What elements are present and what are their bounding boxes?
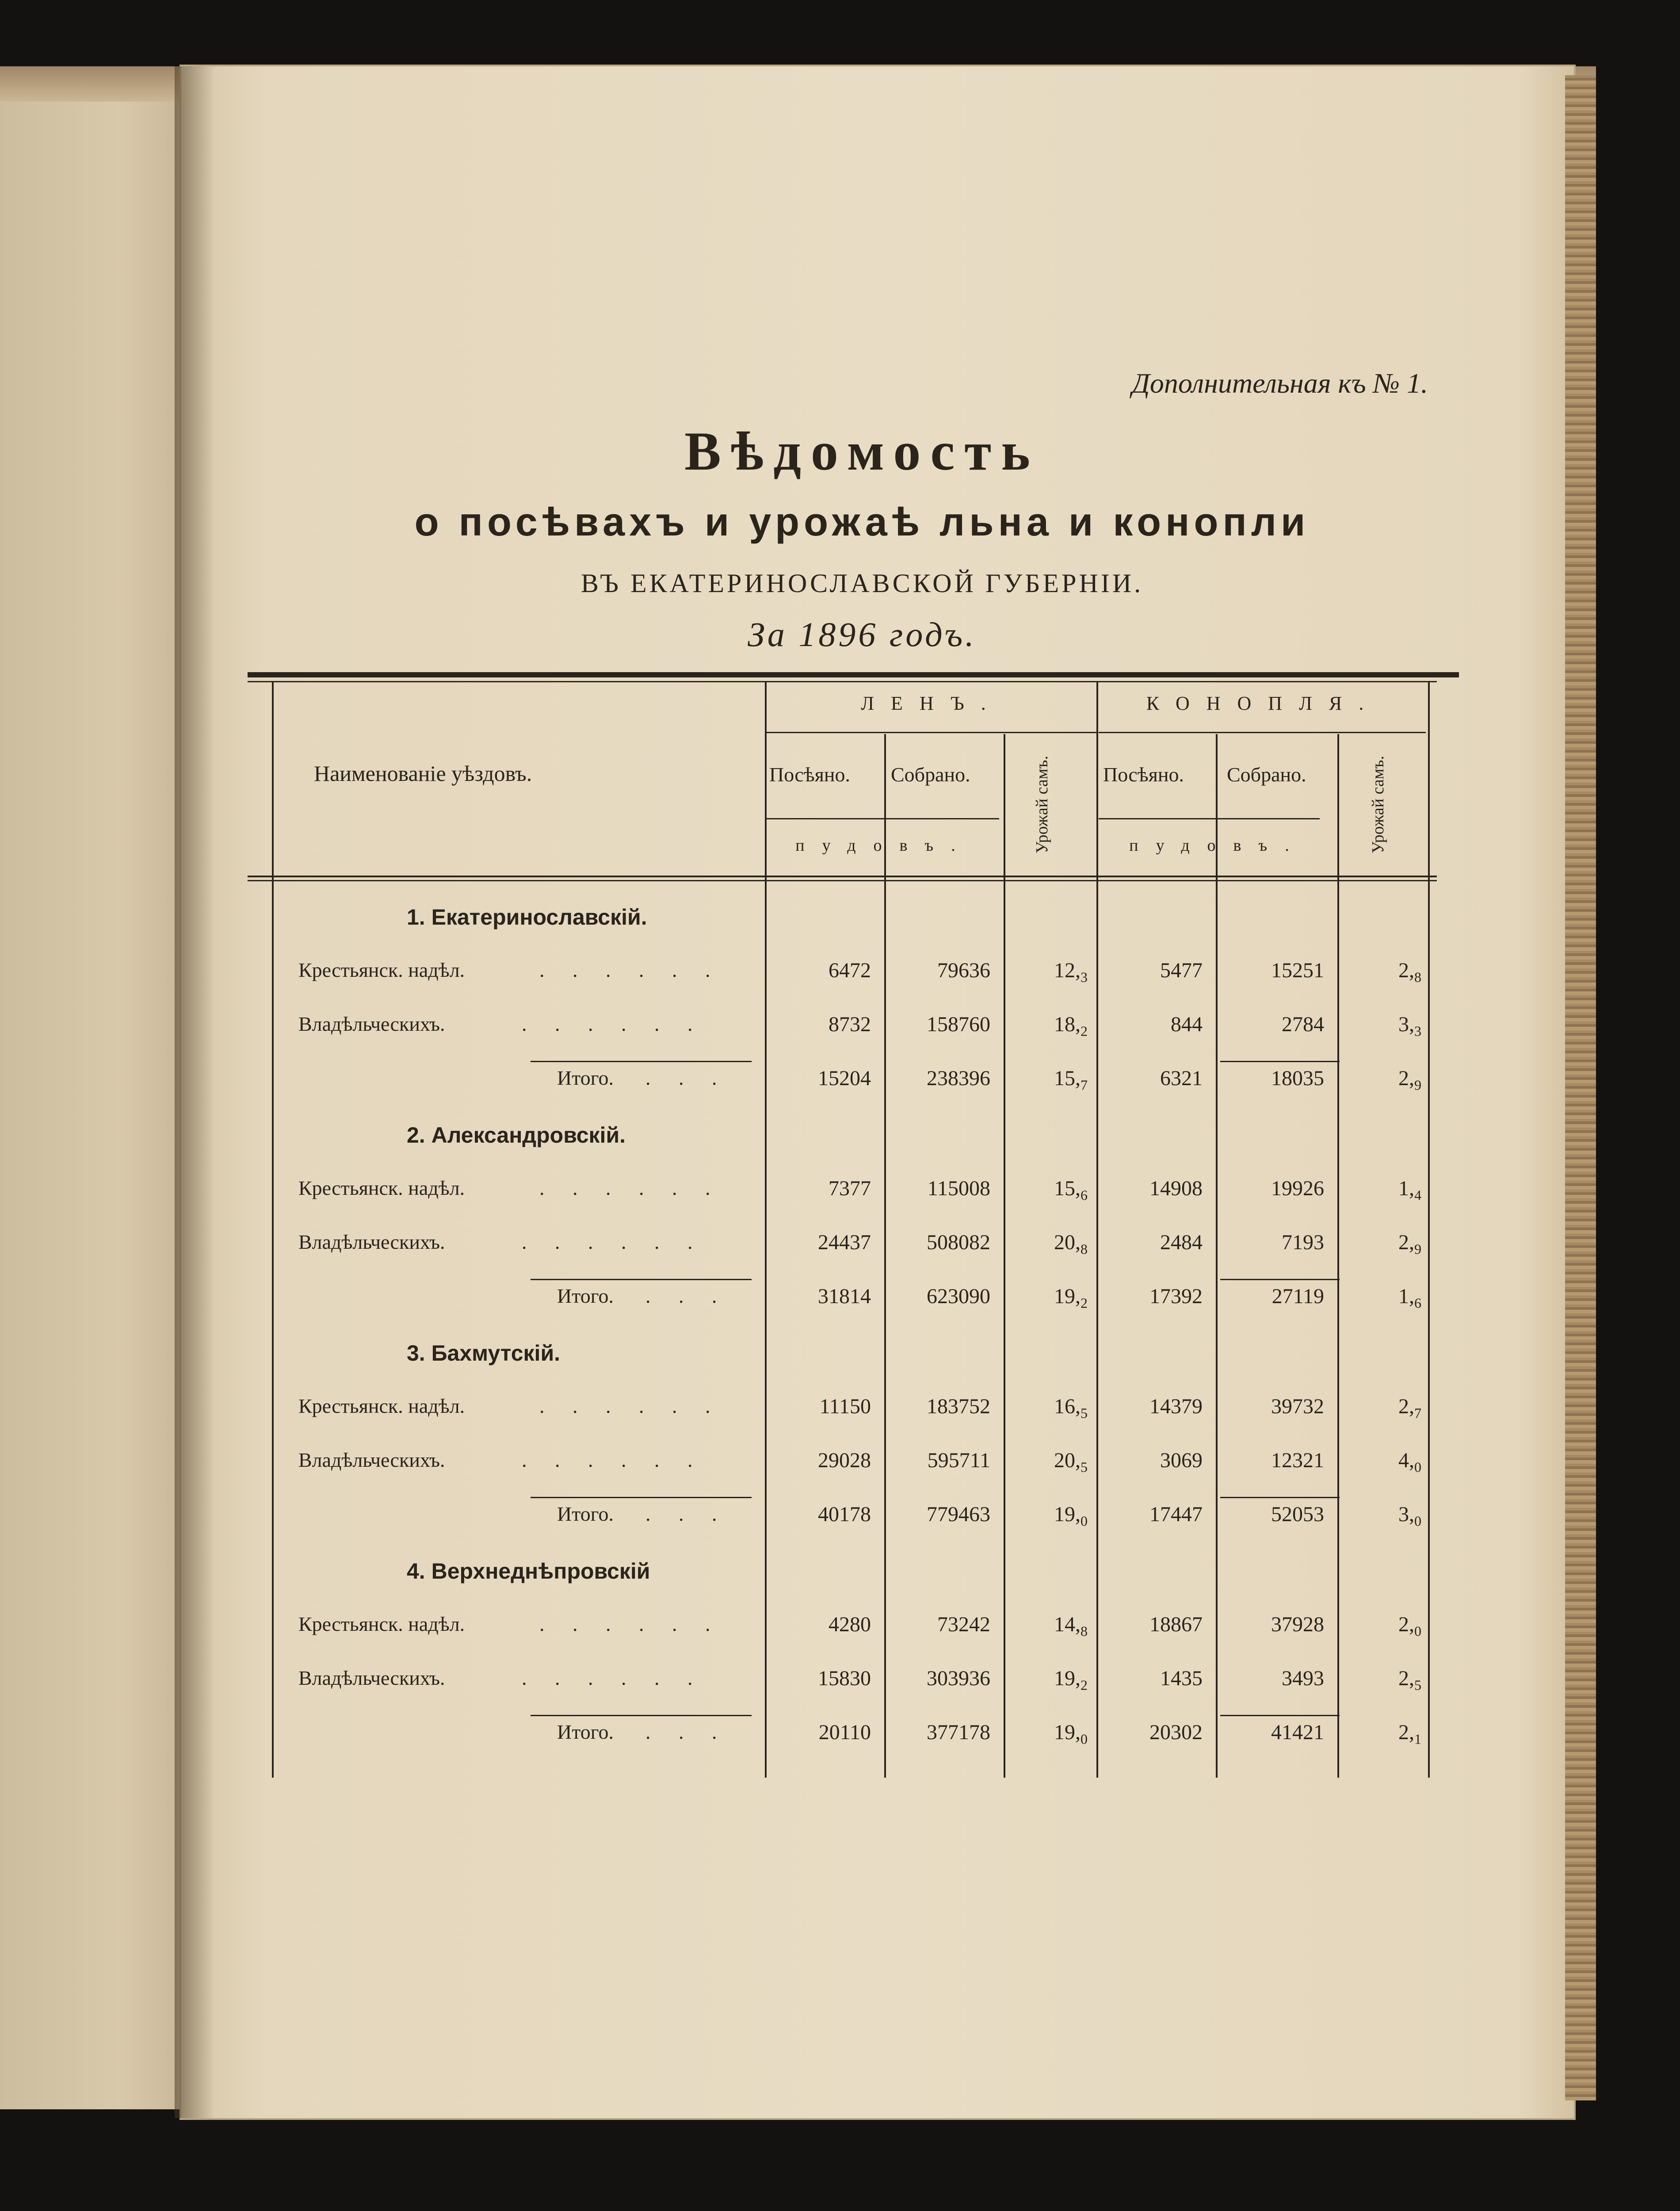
- flax-collected-value: 508082: [927, 1231, 990, 1254]
- hemp-yield-value: [1342, 1066, 1421, 1094]
- flax-yield-int: 19,: [1054, 1503, 1081, 1526]
- hemp-collected-value: 52053: [1271, 1503, 1324, 1526]
- hemp-yield-dec: 1: [1414, 1731, 1421, 1747]
- document-title: Вѣдомость: [684, 421, 1040, 482]
- total-rule-hemp: [1220, 1279, 1340, 1280]
- hemp-sown-value: 2484: [1160, 1231, 1203, 1254]
- hemp-yield-value: [1342, 1284, 1421, 1312]
- col-rule-flax-sown: [884, 734, 886, 1778]
- hemp-yield-int: 2,: [1398, 1231, 1414, 1254]
- flax-yield-dec: 0: [1081, 1731, 1088, 1747]
- leader-dots: . . . . . .: [522, 1231, 704, 1253]
- hemp-sown-value: 17447: [1149, 1503, 1203, 1526]
- row-label: Итого.: [557, 1721, 614, 1743]
- hemp-yield-int: 3,: [1398, 1503, 1414, 1526]
- row-label: Итого.: [557, 1285, 614, 1307]
- unit-rule-flax: [765, 818, 999, 819]
- hemp-yield-dec: 3: [1414, 1023, 1421, 1039]
- flax-yield-dec: 2: [1081, 1677, 1088, 1693]
- flax-sown-value: 7377: [829, 1177, 871, 1200]
- leader-dots: . . .: [645, 1721, 729, 1743]
- hemp-collected-value: 15251: [1271, 959, 1324, 982]
- flax-collected-value: 623090: [927, 1285, 990, 1308]
- hemp-yield-value: [1342, 1612, 1421, 1640]
- flax-yield-int: 18,: [1054, 1013, 1081, 1036]
- hemp-collected-value: 39732: [1271, 1395, 1324, 1418]
- table-top-rule: [248, 672, 1459, 677]
- row-label: Крестьянск. надѣл.: [298, 1613, 465, 1635]
- flax-sown-value: 11150: [819, 1395, 871, 1418]
- district-name: 1. Екатеринославскій.: [407, 905, 647, 930]
- flax-yield-value: [1010, 1666, 1088, 1694]
- flax-yield-dec: 2: [1081, 1295, 1088, 1311]
- unit-label-flax: пудовъ.: [795, 836, 973, 855]
- flax-yield-int: 15,: [1054, 1177, 1081, 1200]
- flax-yield-dec: 8: [1081, 1623, 1088, 1639]
- leader-dots: . . . . . .: [522, 1667, 704, 1689]
- leader-dots: . . . . . .: [539, 1613, 722, 1635]
- flax-yield-value: [1010, 1394, 1088, 1422]
- hemp-yield-dec: 4: [1414, 1187, 1421, 1203]
- row-label: Итого.: [557, 1067, 614, 1089]
- supplement-note: Дополнительная къ № 1.: [1132, 367, 1428, 399]
- hemp-collected-value: 41421: [1271, 1721, 1324, 1744]
- row-label: Владѣльческихъ.: [298, 1013, 445, 1035]
- leader-dots: . . .: [645, 1503, 729, 1525]
- page-edges: [1565, 75, 1596, 2100]
- flax-yield-value: [1010, 1612, 1088, 1640]
- flax-yield-dec: 5: [1081, 1459, 1088, 1475]
- flax-sown-value: 8732: [829, 1013, 871, 1036]
- group-header-flax: ЛЕНЪ.: [861, 692, 1003, 714]
- flax-yield-value: [1010, 1176, 1088, 1204]
- hemp-yield-int: 1,: [1398, 1285, 1414, 1308]
- flax-sown-value: 24437: [818, 1231, 871, 1254]
- flax-sown-value: 40178: [818, 1503, 871, 1526]
- col-rule-right: [1428, 681, 1430, 1778]
- hemp-collected-value: 19926: [1271, 1177, 1324, 1200]
- leader-dots: . . . . . .: [522, 1449, 704, 1471]
- hemp-sown-value: 14379: [1149, 1395, 1203, 1418]
- total-rule: [531, 1279, 752, 1280]
- column-header-flax-yield: Урожай самъ.: [1033, 756, 1051, 854]
- hemp-yield-dec: 0: [1414, 1623, 1421, 1639]
- hemp-sown-value: 17392: [1149, 1285, 1203, 1308]
- flax-collected-value: 779463: [927, 1503, 990, 1526]
- flax-yield-int: 19,: [1054, 1667, 1081, 1690]
- row-label: Крестьянск. надѣл.: [298, 959, 465, 981]
- flax-yield-dec: 0: [1081, 1513, 1088, 1529]
- leader-dots: . . . . . .: [522, 1013, 704, 1035]
- row-label: Владѣльческихъ.: [298, 1231, 445, 1253]
- hemp-yield-int: 3,: [1398, 1013, 1414, 1036]
- flax-yield-dec: 8: [1081, 1241, 1088, 1257]
- hemp-collected-value: 2784: [1282, 1013, 1324, 1036]
- hemp-sown-value: 5477: [1160, 959, 1203, 982]
- col-rule-flax-collected: [1004, 734, 1005, 1778]
- hemp-yield-int: 4,: [1398, 1449, 1414, 1472]
- flax-collected-value: 377178: [927, 1721, 990, 1744]
- flax-collected-value: 158760: [927, 1013, 990, 1036]
- flax-yield-dec: 7: [1081, 1077, 1088, 1093]
- hemp-yield-value: [1342, 1666, 1421, 1694]
- unit-rule-hemp: [1099, 818, 1320, 819]
- leader-dots: . . . . . .: [539, 1177, 722, 1199]
- flax-yield-int: 15,: [1054, 1067, 1081, 1090]
- column-header-flax-collected: Собрано.: [891, 763, 970, 786]
- flax-collected-value: 73242: [937, 1613, 990, 1636]
- hemp-sown-value: 18867: [1149, 1613, 1203, 1636]
- row-label: Крестьянск. надѣл.: [298, 1177, 465, 1199]
- leader-dots: . . .: [645, 1285, 729, 1307]
- flax-sown-value: 4280: [829, 1613, 871, 1636]
- hemp-yield-value: [1342, 1394, 1421, 1422]
- flax-yield-dec: 5: [1081, 1405, 1088, 1421]
- flax-yield-int: 16,: [1054, 1395, 1081, 1418]
- table-top-rule-thin: [248, 681, 1437, 682]
- hemp-sown-value: 20302: [1149, 1721, 1203, 1744]
- flax-collected-value: 183752: [927, 1395, 990, 1418]
- col-rule-hemp-collected: [1337, 734, 1339, 1778]
- document-year: За 1896 годъ.: [748, 615, 977, 654]
- hemp-yield-value: [1342, 1012, 1421, 1040]
- total-rule: [531, 1061, 752, 1062]
- district-name: 4. Верхнеднѣпровскій: [407, 1559, 650, 1584]
- flax-sown-value: 15204: [818, 1067, 871, 1090]
- header-bottom-rule: [248, 876, 1437, 877]
- total-rule-hemp: [1220, 1061, 1340, 1062]
- flax-yield-int: 19,: [1054, 1721, 1081, 1744]
- flax-collected-value: 595711: [927, 1449, 990, 1472]
- hemp-collected-value: 37928: [1271, 1613, 1324, 1636]
- district-name: 2. Александровскій.: [407, 1123, 626, 1148]
- flax-yield-value: [1010, 1284, 1088, 1312]
- hemp-yield-int: 2,: [1398, 1721, 1414, 1744]
- group-underline-flax: [765, 732, 1096, 733]
- hemp-yield-dec: 9: [1414, 1241, 1421, 1257]
- column-header-hemp-collected: Собрано.: [1227, 763, 1306, 786]
- hemp-collected-value: 3493: [1282, 1667, 1324, 1690]
- hemp-collected-value: 18035: [1271, 1067, 1324, 1090]
- row-label: Владѣльческихъ.: [298, 1449, 445, 1471]
- hemp-yield-dec: 5: [1414, 1677, 1421, 1693]
- flax-yield-dec: 3: [1081, 969, 1088, 985]
- hemp-yield-dec: 8: [1414, 969, 1421, 985]
- group-underline-hemp: [1099, 732, 1426, 733]
- district-name: 3. Бахмутскій.: [407, 1341, 561, 1366]
- flax-yield-value: [1010, 1448, 1088, 1476]
- hemp-yield-dec: 7: [1414, 1405, 1421, 1421]
- hemp-collected-value: 7193: [1282, 1231, 1324, 1254]
- row-label: Итого.: [557, 1503, 614, 1525]
- hemp-yield-int: 2,: [1398, 1667, 1414, 1690]
- hemp-yield-dec: 6: [1414, 1295, 1421, 1311]
- flax-yield-dec: 2: [1081, 1023, 1088, 1039]
- flax-yield-value: [1010, 1720, 1088, 1748]
- flax-yield-value: [1010, 1066, 1088, 1094]
- total-rule: [531, 1715, 752, 1716]
- hemp-yield-int: 2,: [1398, 959, 1414, 982]
- document-region: ВЪ ЕКАТЕРИНОСЛАВСКОЙ ГУБЕРНІИ.: [580, 569, 1144, 598]
- flax-yield-value: [1010, 1230, 1088, 1258]
- hemp-yield-value: [1342, 1502, 1421, 1530]
- column-header-district: Наименованіе уѣздовъ.: [314, 761, 532, 786]
- hemp-yield-value: [1342, 958, 1421, 986]
- flax-yield-int: 12,: [1054, 959, 1081, 982]
- group-header-hemp: КОНОПЛЯ.: [1146, 692, 1381, 714]
- leader-dots: . . . . . .: [539, 959, 722, 981]
- document-subtitle: о посѣвахъ и урожаѣ льна и конопли: [414, 500, 1310, 544]
- row-label: Владѣльческихъ.: [298, 1667, 445, 1689]
- hemp-yield-int: 1,: [1398, 1177, 1414, 1200]
- col-rule-hemp-sown: [1216, 734, 1218, 1778]
- unit-label-hemp: пудовъ.: [1129, 836, 1307, 855]
- leader-dots: . . . . . .: [539, 1395, 722, 1417]
- flax-collected-value: 115008: [927, 1177, 990, 1200]
- previous-page-sliver: [0, 66, 199, 2109]
- header-bottom-rule-2: [248, 880, 1437, 881]
- flax-yield-int: 19,: [1054, 1285, 1081, 1308]
- col-rule-flax-yield: [1096, 681, 1098, 1778]
- hemp-yield-int: 2,: [1398, 1613, 1414, 1636]
- statistics-table: [248, 672, 1459, 1786]
- col-rule-left: [272, 681, 274, 1778]
- hemp-yield-dec: 0: [1414, 1459, 1421, 1475]
- flax-yield-int: 20,: [1054, 1231, 1081, 1254]
- column-header-hemp-sown: Посѣяно.: [1103, 763, 1184, 786]
- row-label: Крестьянск. надѣл.: [298, 1395, 465, 1417]
- hemp-collected-value: 27119: [1271, 1285, 1324, 1308]
- total-rule: [531, 1497, 752, 1498]
- hemp-yield-int: 2,: [1398, 1067, 1414, 1090]
- hemp-yield-value: [1342, 1176, 1421, 1204]
- flax-sown-value: 31814: [818, 1285, 871, 1308]
- hemp-yield-value: [1342, 1230, 1421, 1258]
- flax-yield-value: [1010, 1502, 1088, 1530]
- hemp-collected-value: 12321: [1271, 1449, 1324, 1472]
- hemp-yield-dec: 0: [1414, 1513, 1421, 1529]
- flax-sown-value: 6472: [829, 959, 871, 982]
- flax-sown-value: 15830: [818, 1667, 871, 1690]
- book-gutter: [175, 66, 214, 2118]
- flax-yield-int: 14,: [1054, 1613, 1081, 1636]
- hemp-sown-value: 14908: [1149, 1177, 1203, 1200]
- total-rule-hemp: [1220, 1715, 1340, 1716]
- flax-sown-value: 20110: [818, 1721, 871, 1744]
- column-header-hemp-yield: Урожай самъ.: [1369, 756, 1387, 854]
- total-rule-hemp: [1220, 1497, 1340, 1498]
- hemp-yield-dec: 9: [1414, 1077, 1421, 1093]
- flax-yield-dec: 6: [1081, 1187, 1088, 1203]
- flax-collected-value: 79636: [937, 959, 990, 982]
- flax-yield-value: [1010, 1012, 1088, 1040]
- hemp-yield-value: [1342, 1720, 1421, 1748]
- hemp-sown-value: 844: [1171, 1013, 1203, 1036]
- flax-yield-value: [1010, 958, 1088, 986]
- hemp-sown-value: 1435: [1160, 1667, 1203, 1690]
- flax-sown-value: 29028: [818, 1449, 871, 1472]
- hemp-sown-value: 6321: [1160, 1067, 1203, 1090]
- flax-yield-int: 20,: [1054, 1449, 1081, 1472]
- flax-collected-value: 303936: [927, 1667, 990, 1690]
- hemp-yield-int: 2,: [1398, 1395, 1414, 1418]
- hemp-yield-value: [1342, 1448, 1421, 1476]
- leader-dots: . . .: [645, 1067, 729, 1089]
- hemp-sown-value: 3069: [1160, 1449, 1203, 1472]
- column-header-flax-sown: Посѣяно.: [769, 763, 851, 786]
- flax-collected-value: 238396: [927, 1067, 990, 1090]
